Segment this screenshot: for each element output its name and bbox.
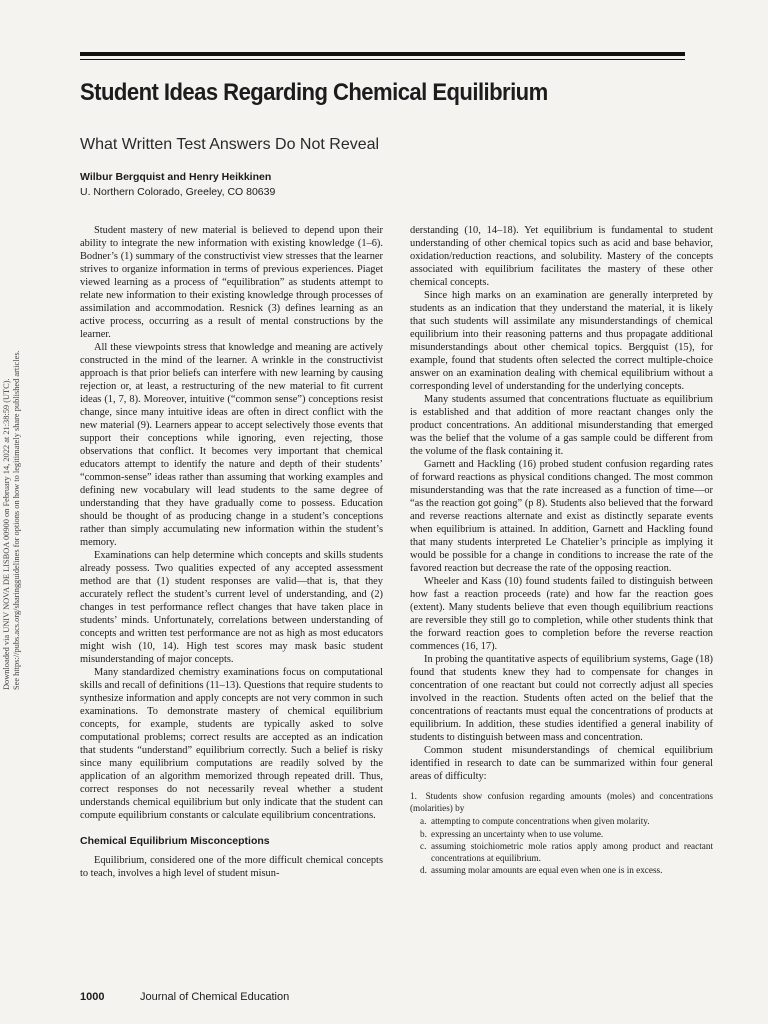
paragraph: Common student misunderstandings of chemical equilibrium identified in research to date can be summarized within four general areas of difficulty: xyxy=(410,745,713,782)
header-rule-thick xyxy=(80,52,685,56)
page-number: 1000 xyxy=(80,991,105,1003)
difficulty-list xyxy=(410,791,713,877)
sub-list-letter: c. xyxy=(420,841,427,851)
left-column xyxy=(80,224,383,880)
paragraph: Since high marks on an examination are generally interpreted by students as an indication that they understand the material, it is likely that such students will assimilate any misunderstandings of chemical equilibrium into their reasoning patterns and thus propagate additional misunderstandings about other chemical topics. Bergquist (15), for example, found that students often selected the correct multiple-choice answer on an examination dealing with chemical equilibrium without a corresponding level of understanding for the underlying concepts. xyxy=(410,290,713,392)
list-item-text: Students show confusion regarding amounts (moles) and concentrations (molarities) by xyxy=(410,791,713,813)
right-column xyxy=(410,224,713,878)
header-rule-thin xyxy=(80,59,685,60)
paragraph: Many students assumed that concentrations fluctuate as equilibrium is established and that addition of more reactant changes only the product concentrations. An additional misunderstanding that emerged was the belief that the volume of a gas sample could be different from the volume of the flask containing it. xyxy=(410,394,713,457)
download-notice xyxy=(2,300,22,690)
article-title: Student Ideas Regarding Chemical Equilibrium xyxy=(80,79,548,106)
paragraph: In probing the quantitative aspects of equilibrium systems, Gage (18) found that students knew they had to compensate for changes in concentration of one reactant but could not correctly adjust all species involved in the reaction. Students often acted on the belief that the concentrations of reactants must equal the concentrations of products at equilibrium. In addition, these studies identified a general inability of students to distinguish between mass and concentration. xyxy=(410,654,713,743)
sub-list-text: assuming stoichiometric mole ratios apply among product and reactant concentrations at equilibrium. xyxy=(431,841,713,863)
sub-list-text: assuming molar amounts are equal even when one is in excess. xyxy=(431,865,663,875)
paragraph: Equilibrium, considered one of the more difficult chemical concepts to teach, involves a high level of student misun- xyxy=(80,855,383,879)
sub-list-text: expressing an uncertainty when to use volume. xyxy=(431,828,604,839)
sub-list-item xyxy=(420,865,713,877)
list-number: 1. xyxy=(410,791,417,801)
sub-list-item xyxy=(420,816,713,828)
paragraph: All these viewpoints stress that knowledge and meaning are actively constructed in the mind of the learner. A wrinkle in the constructivist approach is that prior beliefs can interfere with new learning by causing rejection or, at least, a restructuring of the new material to fit current ideas (1, 7, 8). Moreover, intuitive (“common sense”) conceptions resist change, since many intuitive ideas are often in direct conflict with the new material (9). Learners appear to accept selectively those events that support their conceptions while ignoring, even rejecting, those observations that conflict. It becomes very important that chemical educators attempt to identify the nature and depth of their students’ “common-sense” ideas rather than assuming that working examples and defining new vocabulary will lead students to the same degree of understanding that they have gradually come to possess. Education should be thought of as producing change in a student’s conceptions rather than simply accumulating new information within the student’s memory. xyxy=(80,342,383,548)
paragraph: Wheeler and Kass (10) found students failed to distinguish between how fast a reaction proceeds (rate) and how far the reaction goes (extent). Many students believe that even though equilibrium reactions are reversible they still go to completion, while other students think that the forward reaction goes to completion before the reverse reaction commences (16, 17). xyxy=(410,576,713,652)
article-affiliation: U. Northern Colorado, Greeley, CO 80639 xyxy=(80,186,276,198)
sub-list-letter: a. xyxy=(420,816,427,826)
journal-name: Journal of Chemical Education xyxy=(140,991,290,1003)
sub-list-item xyxy=(420,841,713,864)
paragraph: Garnett and Hackling (16) probed student confusion regarding rates of forward reactions as physical conditions changed. The most common misunderstanding was that the rate increased as a function of time—or “as the reaction got going” (p 8). Students also believed that the forward and reverse reactions alternate and exist as distinctly separate events when equilibrium is attained. In addition, Garnett and Hackling found that many students interpreted Le Chatelier’s principle as implying it would be possible for a change in conditions to increase the rate of the favored reaction but decrease the rate of the opposing reaction. xyxy=(410,459,713,574)
download-notice-line2: See https://pubs.acs.org/sharingguidelines for options on how to legitimately share published articles. xyxy=(12,350,21,690)
section-heading: Chemical Equilibrium Misconceptions xyxy=(80,835,270,847)
download-notice-line1: Downloaded via UNIV NOVA DE LISBOA 00900 on February 14, 2022 at 21:38:59 (UTC). xyxy=(2,378,11,690)
paragraph: Examinations can help determine which concepts and skills students already possess. Two qualities expected of any accepted assessment method are that (1) student responses are valid—that is, that they accurately reflect the student’s current level of understanding, and (2) changes in test performance reflect changes that have taken place in students’ minds. Unfortunately, correlations between understanding of concepts and written test performance are not as high as most educators might wish (10, 14). High test scores may mask basic student misunderstanding of major concepts. xyxy=(80,550,383,665)
paragraph: Student mastery of new material is believed to depend upon their ability to integrate the new information with existing knowledge (1–6). Bodner’s (1) summary of the constructivist view stresses that the learner strives to organize information in terms of previous experiences. Piaget viewed learning as a process of “equilibration” as students attempt to relate new information to their existing knowledge through processes of assimilation and accommodation. Resnick (3) defines learning as an active process, occurring as a result of mental constructions by the learner. xyxy=(80,225,383,340)
article-subtitle: What Written Test Answers Do Not Reveal xyxy=(80,136,380,153)
sub-list-letter: d. xyxy=(420,865,427,875)
list-item xyxy=(410,791,713,877)
sub-list-letter: b. xyxy=(420,828,427,839)
sub-list-item xyxy=(420,829,713,841)
paragraph: derstanding (10, 14–18). Yet equilibrium is fundamental to student understanding of other chemical topics such as acid and base behavior, oxidation/reduction reactions, and solubility. Mastery of the concepts associated with equilibrium facilitates the mastery of these other chemical concepts. xyxy=(410,225,713,288)
sub-list xyxy=(420,816,713,877)
sub-list-text: attempting to compute concentrations when given molarity. xyxy=(431,816,650,826)
paragraph: Many standardized chemistry examinations focus on computational skills and recall of definitions (11–13). Questions that require students to synthesize information and apply concepts are not very common in such examinations. To demonstrate mastery of chemical equilibrium concepts, for example, students are typically asked to solve computational problems; correct results are accepted as an indication that students “understand” equilibrium correctly. Such a belief is risky since many equilibrium computations are readily solved by the application of an algorithm memorized through repeated drill. Thus, correct responses do not necessarily reveal whether a student understands chemical equilibrium but only indicate that the student can compute equilibrium constants or calculate equilibrium concentrations. xyxy=(80,667,383,821)
article-authors: Wilbur Bergquist and Henry Heikkinen xyxy=(80,171,272,183)
